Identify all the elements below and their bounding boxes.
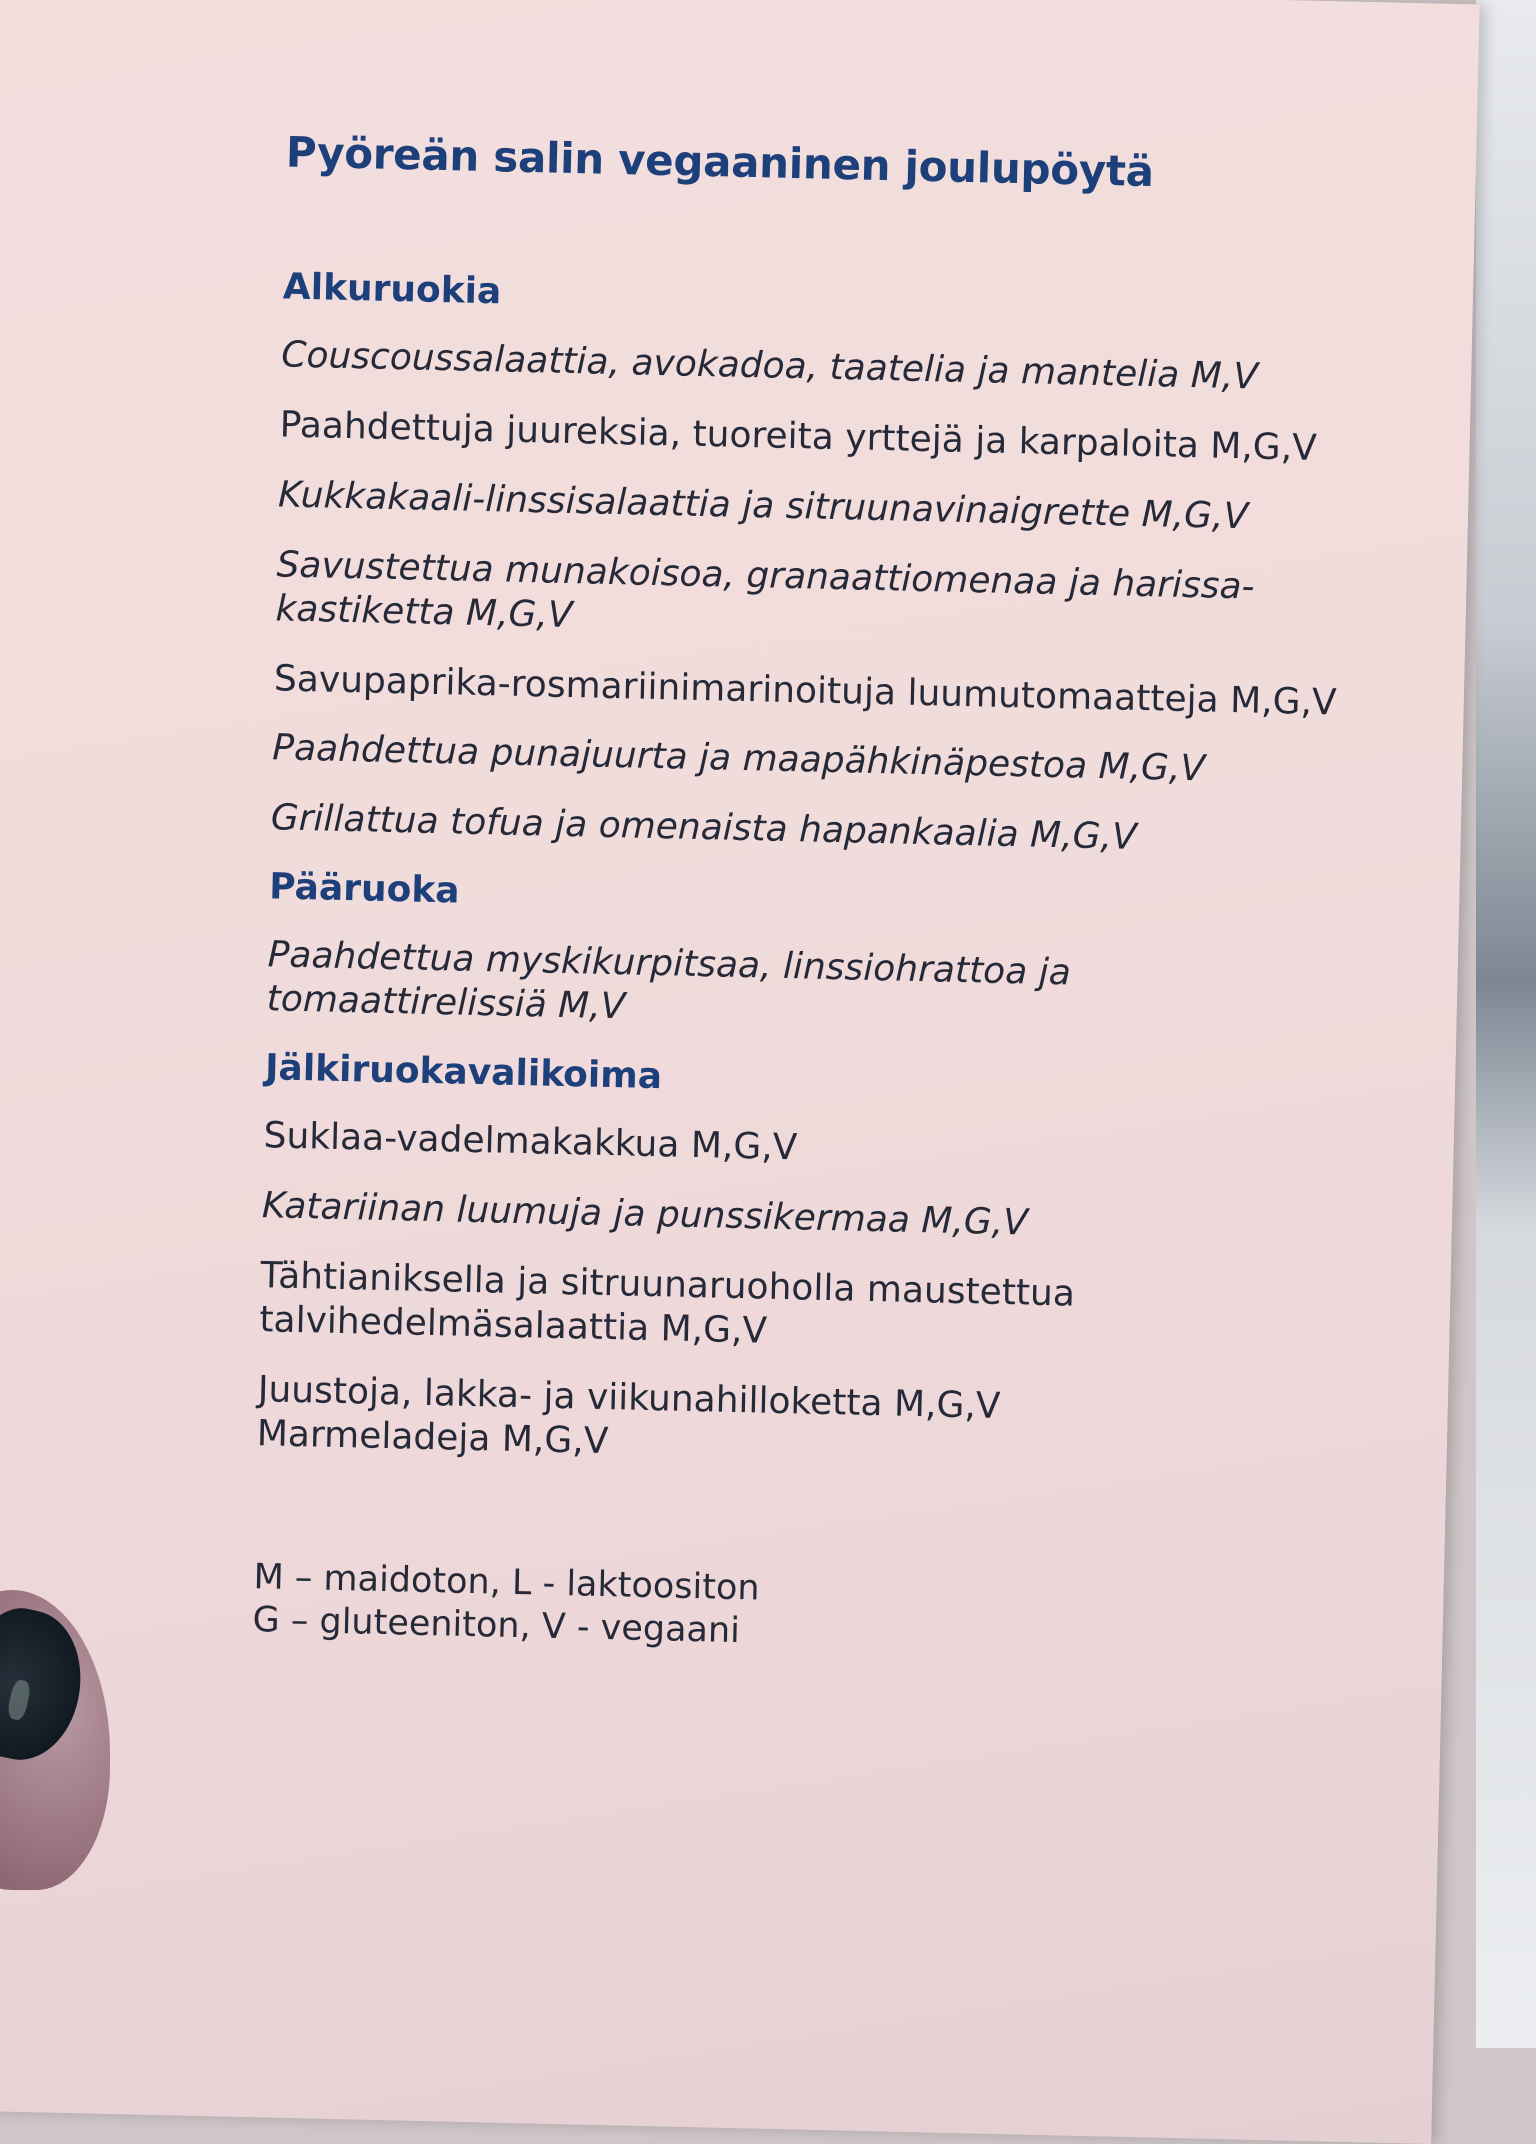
dish-item: Paahdettua punajuurta ja maapähkinäpestoa M,G,V <box>271 727 1206 790</box>
section-heading: Alkuruokia <box>282 266 502 313</box>
dish-item: Paahdettuja juureksia, tuoreita yrttejä ja karpaloita M,G,V <box>279 404 1318 469</box>
section-main-course <box>266 867 1389 1047</box>
section-desserts <box>256 1047 1385 1481</box>
section-starters <box>270 266 1403 866</box>
menu-title: Pyöreän salin vegaaninen joulupöytä <box>285 127 1155 197</box>
dish-item: Paahdettua myskikurpitsaa, linssiohrattoa ja tomaattirelissiä M,V <box>266 934 1072 1028</box>
menu-content <box>252 127 1406 1668</box>
section-heading: Pääruoka <box>268 866 461 912</box>
dish-item: Kukkakaali-linssisalaattia ja sitruunavinaigrette M,G,V <box>277 474 1249 538</box>
legend-line: G – gluteeniton, V - vegaani <box>252 1600 741 1652</box>
dish-item: Marmeladeja M,G,V <box>256 1412 609 1462</box>
dish-item: Tähtianiksella ja sitruunaruoholla maustettua talvihedelmäsalaattia M,G,V <box>258 1255 1076 1352</box>
diet-legend <box>252 1556 1374 1669</box>
dish-item: Grillattua tofua ja omenaista hapankaalia M,G,V <box>270 797 1138 859</box>
dish-item: Savustettua munakoisoa, granaattiomenaa ja harissa-kastiketta M,G,V <box>275 544 1256 636</box>
background-strip <box>1476 0 1536 2048</box>
legend-line: M – maidoton, L - laktoositon <box>253 1556 761 1609</box>
dish-item: Savupaprika-rosmariinimarinoituja luumutomaatteja M,G,V <box>273 657 1338 723</box>
dish-item: Juustoja, lakka- ja viikunahilloketta M,G,V <box>257 1368 1001 1427</box>
dish-item: Katariinan luumuja ja punssikermaa M,G,V <box>261 1185 1029 1244</box>
dish-item: Couscoussalaattia, avokadoa, taatelia ja mantelia M,V <box>280 334 1259 398</box>
dish-item: Suklaa-vadelmakakkua M,G,V <box>263 1115 798 1169</box>
section-heading: Jälkiruokavalikoima <box>264 1047 663 1098</box>
